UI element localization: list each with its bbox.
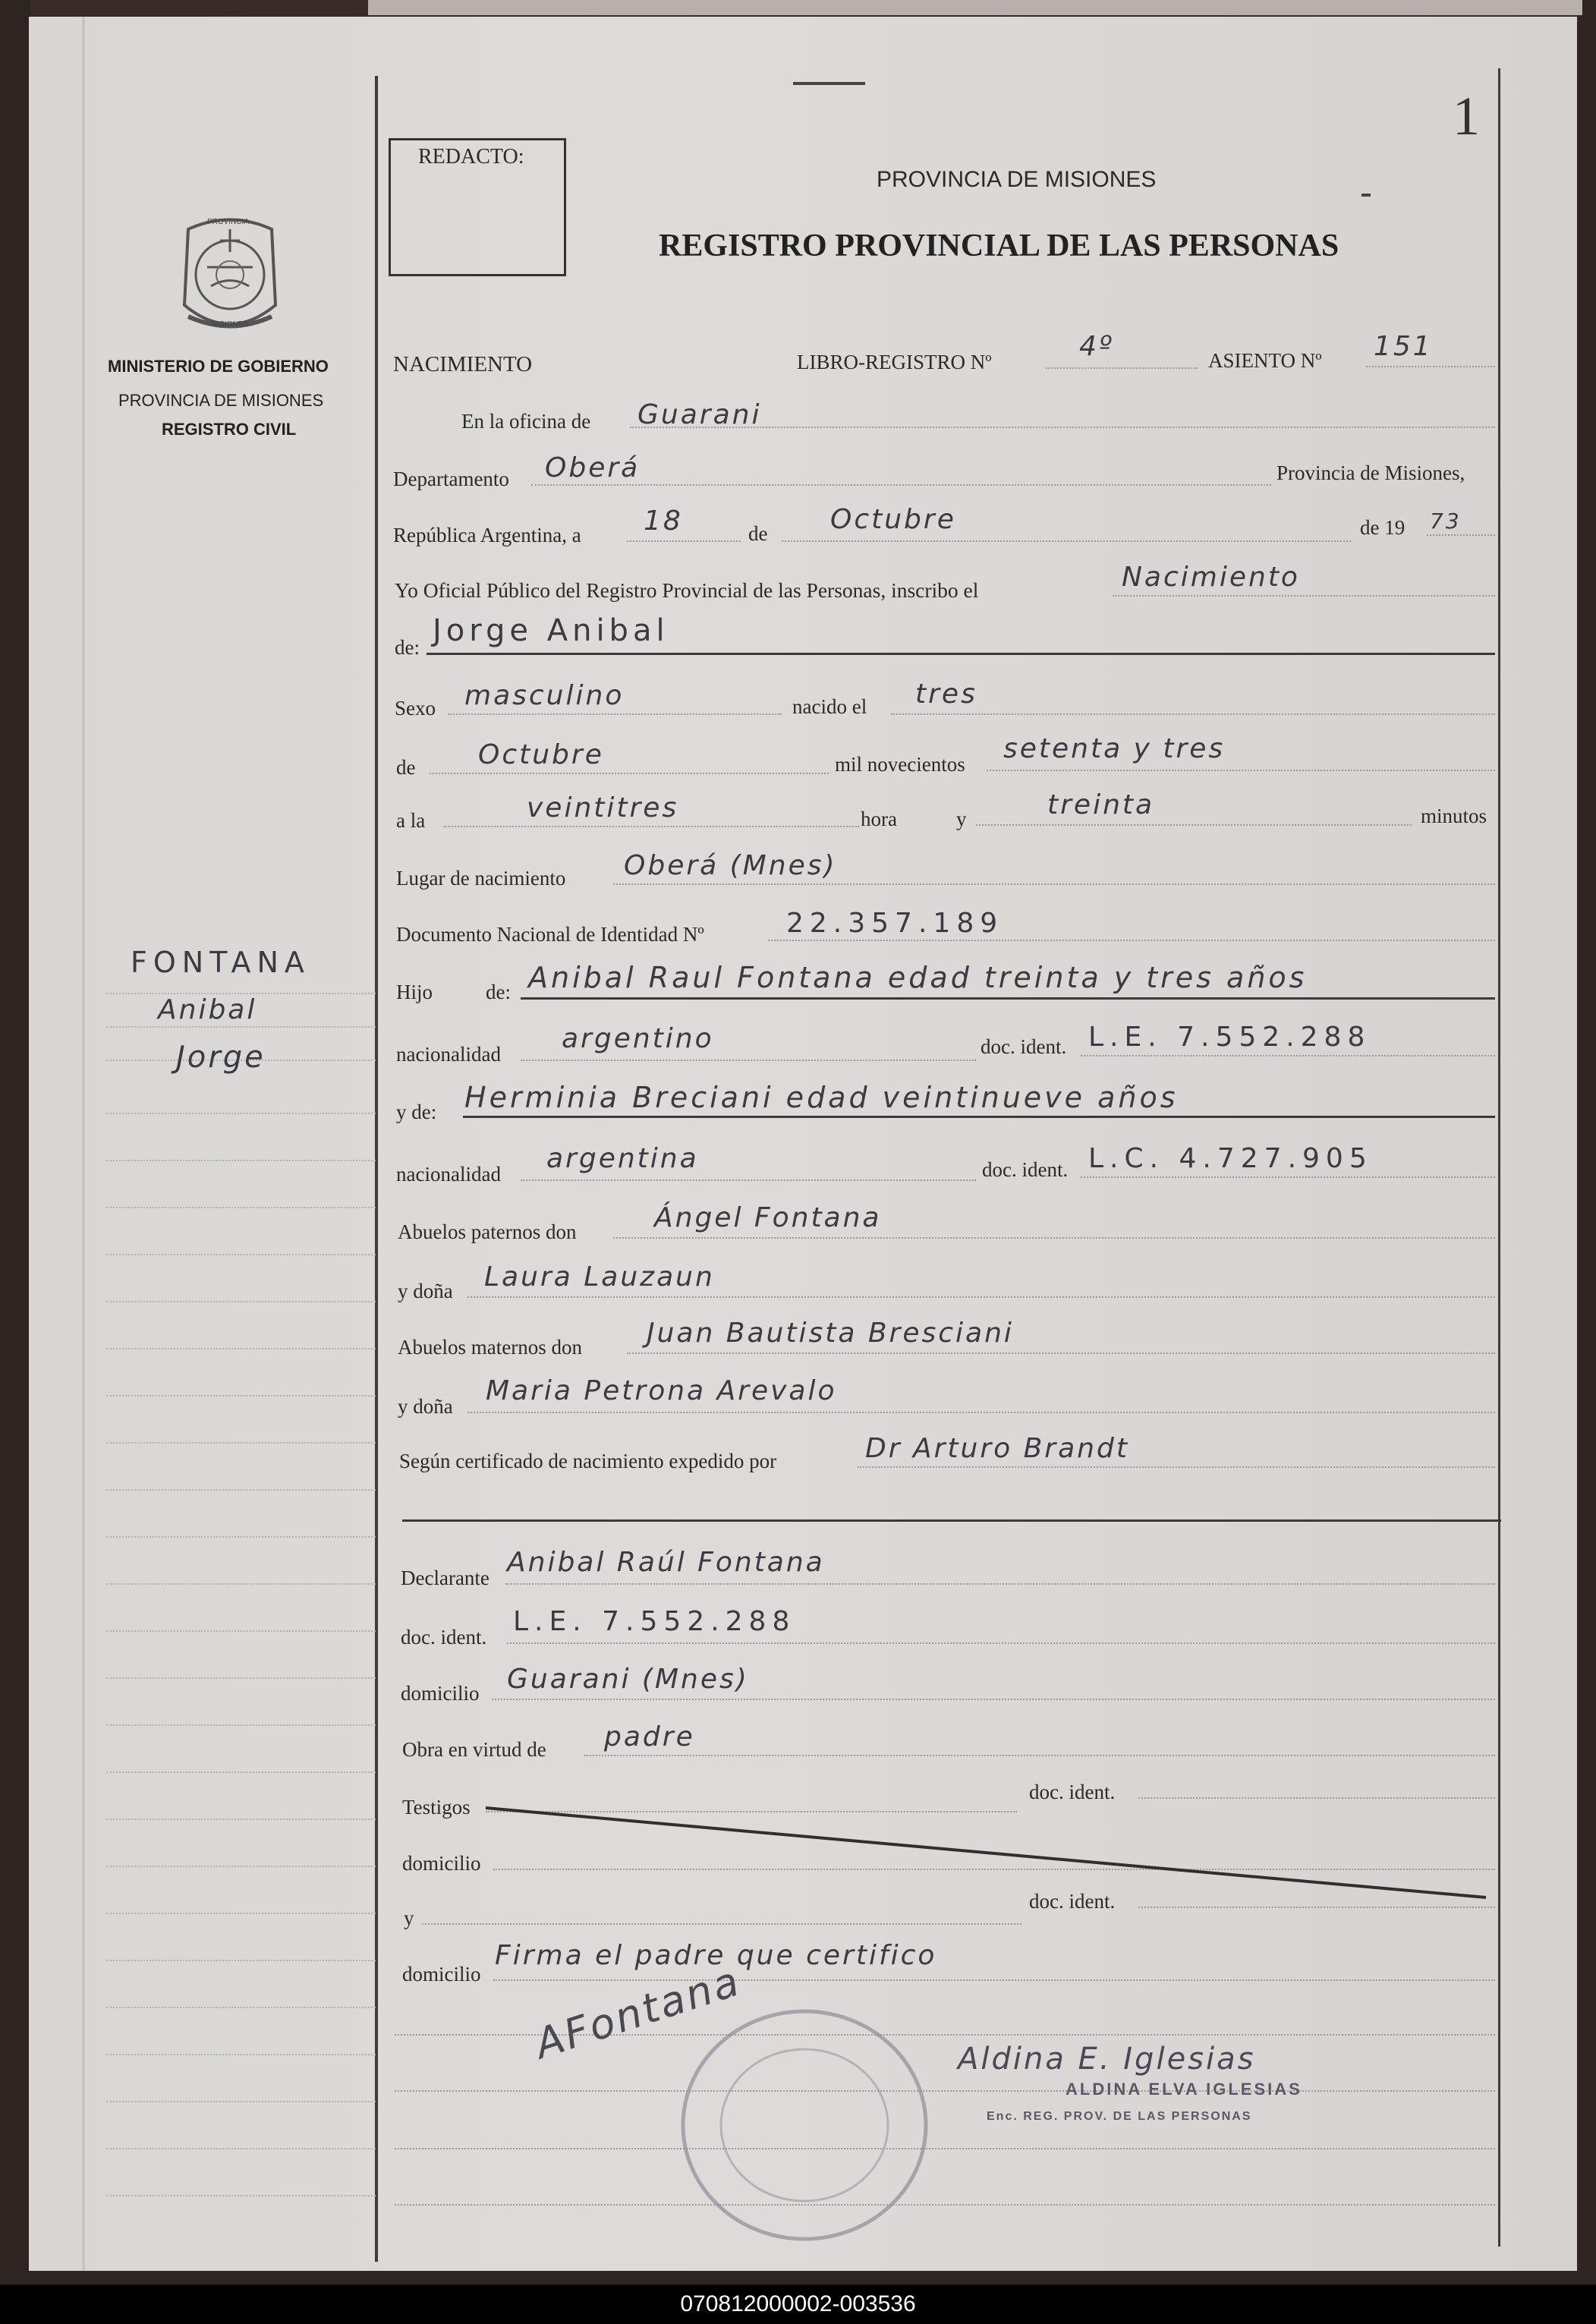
testigos-label: Testigos bbox=[402, 1796, 471, 1819]
declarante-doc-value: L.E. 7.552.288 bbox=[513, 1606, 796, 1637]
redacto-box bbox=[389, 138, 566, 276]
sexo-line bbox=[448, 713, 782, 715]
libro-label: LIBRO-REGISTRO Nº bbox=[797, 351, 992, 373]
ministry-line2: PROVINCIA DE MISIONES bbox=[118, 391, 324, 410]
padre-nac-value: argentino bbox=[562, 1023, 714, 1054]
margin-rule bbox=[106, 2195, 376, 2196]
minutos-line bbox=[976, 824, 1412, 826]
de-anio-label: de 19 bbox=[1360, 516, 1406, 539]
nacido-line bbox=[891, 713, 1495, 715]
ministry-line3: REGISTRO CIVIL bbox=[162, 420, 297, 439]
libro-line bbox=[1046, 367, 1198, 369]
margin-rule bbox=[106, 1348, 376, 1349]
asiento-line bbox=[1366, 366, 1495, 367]
page-top-edge-light bbox=[368, 0, 1582, 15]
domicilio-line bbox=[492, 1699, 1495, 1700]
anio-nac-value: setenta y tres bbox=[1003, 733, 1226, 764]
anio-nac-line bbox=[987, 770, 1495, 771]
abuela-pat-label: y doña bbox=[398, 1280, 453, 1302]
seal-bottom-text: MISIONES bbox=[211, 320, 248, 329]
testigo2-doc-line bbox=[1138, 1907, 1495, 1908]
declarante-line bbox=[505, 1583, 1495, 1585]
header-province: PROVINCIA DE MISIONES bbox=[877, 167, 1157, 192]
margin-rule bbox=[106, 1207, 376, 1208]
margin-rule bbox=[106, 1254, 376, 1255]
mes-nac-value: Octubre bbox=[478, 739, 604, 770]
nombre-line bbox=[427, 653, 1495, 655]
signature-line bbox=[395, 2090, 1495, 2092]
image-id-footer bbox=[0, 2285, 1596, 2324]
declarante-signature: AFontana bbox=[529, 1957, 747, 2068]
record-type-label: NACIMIENTO bbox=[393, 352, 533, 376]
margin-rule bbox=[106, 1913, 376, 1914]
padre-doc-value: L.E. 7.552.288 bbox=[1088, 1022, 1371, 1053]
abuela-mat-line bbox=[467, 1412, 1495, 1413]
hora-line bbox=[443, 826, 859, 827]
margin-rule bbox=[106, 1113, 376, 1114]
abuela-mat-value: Maria Petrona Arevalo bbox=[486, 1375, 837, 1406]
departamento-line bbox=[531, 484, 1271, 486]
madre-doc-value: L.C. 4.727.905 bbox=[1088, 1143, 1373, 1174]
stamp-name: ALDINA ELVA IGLESIAS bbox=[1066, 2080, 1302, 2099]
madre-nac-value: argentina bbox=[546, 1143, 699, 1174]
margin-rule bbox=[106, 1489, 376, 1491]
domicilio-value: Guarani (Mnes) bbox=[507, 1664, 749, 1695]
dni-label: Documento Nacional de Identidad Nº bbox=[396, 923, 704, 946]
madre-doc-label: doc. ident. bbox=[982, 1158, 1069, 1181]
dni-line bbox=[768, 940, 1495, 941]
libro-value: 4º bbox=[1079, 331, 1114, 362]
testigo-domicilio-label: domicilio bbox=[402, 1852, 481, 1875]
oficina-label: En la oficina de bbox=[461, 410, 591, 433]
declarante-doc-line bbox=[507, 1642, 1495, 1644]
padre-doc-line bbox=[1081, 1055, 1495, 1057]
margin-surname: FONTANA bbox=[131, 946, 310, 979]
lugar-label: Lugar de nacimiento bbox=[396, 867, 566, 890]
firma-dom-line bbox=[493, 1979, 1495, 1981]
margin-name-1: Anibal bbox=[158, 994, 257, 1025]
margin-rule bbox=[106, 1442, 376, 1444]
margin-rule bbox=[106, 1301, 376, 1302]
sexo-label: Sexo bbox=[395, 697, 436, 720]
mes-nac-line bbox=[430, 773, 829, 774]
declarante-label: Declarante bbox=[401, 1567, 490, 1589]
abuelo-mat-line bbox=[627, 1353, 1495, 1354]
padre-doc-label: doc. ident. bbox=[981, 1035, 1067, 1058]
minutos-value: treinta bbox=[1047, 789, 1155, 820]
ministry-seal bbox=[173, 214, 287, 339]
ministry-line1: MINISTERIO DE GOBIERNO bbox=[108, 357, 329, 376]
abuelo-mat-value: Juan Bautista Bresciani bbox=[647, 1318, 1014, 1349]
padre-line bbox=[521, 997, 1495, 1000]
margin-rule bbox=[106, 2007, 376, 2008]
anio-line bbox=[1427, 534, 1495, 536]
oficial-signature: Aldina E. Iglesias bbox=[958, 2042, 1256, 2077]
anio-value: 73 bbox=[1430, 509, 1462, 534]
testigo2-doc-label: doc. ident. bbox=[1029, 1890, 1116, 1913]
asiento-value: 151 bbox=[1374, 331, 1433, 362]
redacto-label: REDACTO: bbox=[418, 145, 524, 168]
madre-nac-line bbox=[521, 1179, 976, 1181]
stamp-title: Enc. REG. PROV. DE LAS PERSONAS bbox=[987, 2110, 1252, 2123]
obra-line bbox=[584, 1755, 1495, 1756]
segun-value: Dr Arturo Brandt bbox=[865, 1433, 1129, 1464]
domicilio-label: domicilio bbox=[401, 1682, 480, 1705]
testigo2-line bbox=[422, 1923, 1022, 1925]
dia-line bbox=[627, 540, 741, 542]
section-separator bbox=[402, 1519, 1501, 1522]
image-id: 070812000002-003536 bbox=[680, 2291, 916, 2316]
segun-line bbox=[858, 1466, 1495, 1468]
abuela-pat-value: Laura Lauzaun bbox=[484, 1261, 715, 1293]
binding-fold bbox=[82, 17, 85, 2271]
margin-rule bbox=[106, 1960, 376, 1961]
top-dash-mark bbox=[793, 82, 865, 85]
testigo2-y-label: y bbox=[404, 1907, 414, 1929]
provincia-label: Provincia de Misiones, bbox=[1276, 461, 1465, 484]
inscribo-value: Nacimiento bbox=[1122, 562, 1300, 593]
minutos-label: minutos bbox=[1421, 805, 1487, 827]
inscribo-line bbox=[1113, 595, 1495, 597]
abuelos-maternos-label: Abuelos maternos don bbox=[398, 1336, 582, 1359]
mes-line bbox=[782, 540, 1351, 542]
abuela-pat-line bbox=[467, 1296, 1495, 1298]
padre-nac-line bbox=[521, 1060, 976, 1061]
margin-rule bbox=[106, 2101, 376, 2102]
margin-rule bbox=[106, 1771, 376, 1773]
margin-rule bbox=[106, 1819, 376, 1820]
yo-oficial-text: Yo Oficial Público del Registro Provincial de las Personas, inscribo el bbox=[395, 578, 979, 602]
madre-line bbox=[463, 1116, 1495, 1118]
madre-nacionalidad-label: nacionalidad bbox=[396, 1163, 501, 1186]
dia-value: 18 bbox=[644, 505, 683, 537]
y-label: y bbox=[956, 808, 967, 830]
declarante-doc-label: doc. ident. bbox=[401, 1626, 487, 1649]
margin-name-2: Jorge bbox=[176, 1040, 266, 1075]
de-mes-nac-label: de bbox=[396, 756, 416, 779]
header-registry: REGISTRO PROVINCIAL DE LAS PERSONAS bbox=[659, 228, 1339, 263]
departamento-label: Departamento bbox=[393, 468, 509, 490]
signature-line bbox=[395, 2204, 1495, 2206]
page-number: 1 bbox=[1453, 86, 1480, 146]
small-dash bbox=[1361, 194, 1371, 197]
de-label: de bbox=[748, 522, 768, 545]
testigo-doc-label: doc. ident. bbox=[1029, 1781, 1116, 1803]
sexo-value: masculino bbox=[464, 680, 625, 711]
hijo-label: Hijo bbox=[396, 981, 433, 1003]
abuelo-pat-value: Ángel Fontana bbox=[654, 1202, 882, 1233]
obra-label: Obra en virtud de bbox=[402, 1738, 546, 1761]
right-frame-line bbox=[1498, 68, 1500, 2247]
nombre-value: Jorge Anibal bbox=[433, 613, 669, 648]
margin-rule bbox=[106, 1866, 376, 1867]
padre-value: Anibal Raul Fontana edad treinta y tres años bbox=[528, 961, 1308, 994]
margin-rule bbox=[106, 1395, 376, 1397]
departamento-value: Oberá bbox=[545, 452, 641, 483]
hijo-de-label: de: bbox=[486, 981, 511, 1003]
margin-rule bbox=[106, 1026, 376, 1028]
mil-novecientos-label: mil novecientos bbox=[835, 753, 965, 776]
margin-rule bbox=[106, 1677, 376, 1679]
margin-rule bbox=[106, 1724, 376, 1726]
oficina-value: Guarani bbox=[637, 399, 762, 430]
madre-value: Herminia Breciani edad veintinueve años bbox=[464, 1081, 1179, 1114]
mes-value: Octubre bbox=[830, 504, 956, 535]
margin-rule bbox=[106, 1160, 376, 1161]
firma-domicilio-label: domicilio bbox=[402, 1963, 481, 1985]
dni-value: 22.357.189 bbox=[786, 908, 1004, 939]
y-de-label: y de: bbox=[396, 1101, 437, 1123]
lugar-line bbox=[613, 883, 1495, 885]
abuelo-pat-line bbox=[613, 1237, 1495, 1239]
lugar-value: Oberá (Mnes) bbox=[624, 850, 837, 881]
firma-note: Firma el padre que certifico bbox=[495, 1940, 937, 1971]
asiento-label: ASIENTO Nº bbox=[1208, 349, 1322, 372]
hora-value: veintitres bbox=[527, 792, 679, 823]
left-frame-line bbox=[375, 76, 378, 2262]
margin-rule bbox=[106, 1583, 376, 1585]
declarante-value: Anibal Raúl Fontana bbox=[507, 1547, 825, 1578]
abuelos-paternos-label: Abuelos paternos don bbox=[398, 1220, 577, 1243]
segun-label: Según certificado de nacimiento expedido por bbox=[399, 1450, 777, 1472]
seal-top-text: PROVINCIA bbox=[207, 218, 250, 226]
republica-label: República Argentina, a bbox=[393, 524, 581, 546]
cancellation-line bbox=[486, 1799, 1495, 1905]
a-la-label: a la bbox=[396, 809, 426, 832]
margin-rule bbox=[106, 1536, 376, 1538]
margin-rule bbox=[106, 2148, 376, 2149]
nacido-label: nacido el bbox=[792, 695, 867, 718]
abuela-mat-label: y doña bbox=[398, 1395, 453, 1418]
margin-rule bbox=[106, 1630, 376, 1632]
nacido-value: tres bbox=[915, 679, 977, 710]
obra-value: padre bbox=[604, 1721, 695, 1752]
signature-line bbox=[395, 2148, 1495, 2149]
nombre-label: de: bbox=[395, 636, 420, 659]
margin-rule bbox=[106, 2054, 376, 2055]
madre-doc-line bbox=[1081, 1176, 1495, 1178]
hora-label: hora bbox=[861, 808, 897, 830]
padre-nacionalidad-label: nacionalidad bbox=[396, 1043, 501, 1066]
official-stamp bbox=[675, 2004, 933, 2247]
